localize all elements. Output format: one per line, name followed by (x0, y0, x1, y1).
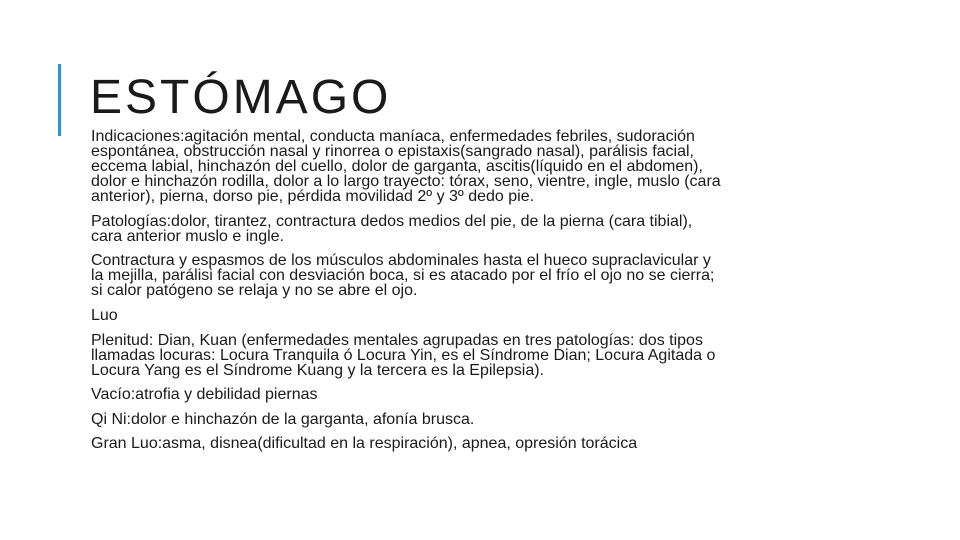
paragraph-plenitud: Plenitud: Dian, Kuan (enfermedades mentales agrupadas en tres patologías: dos tipos llamadas locuras: Locura Tranquila ó Locura Yin, es el Síndrome Dian; Locura Agitada o Locura Yang es el Síndrome Kuang y la tercera es la Epilepsia). (91, 332, 716, 379)
paragraph-luo: Luo (91, 307, 118, 324)
paragraph-qi-ni: Qi Ni:dolor e hinchazón de la garganta, afonía brusca. (91, 411, 475, 428)
paragraph-patologias: Patologías:dolor, tirantez, contractura dedos medios del pie, de la pierna (cara tibial), cara anterior muslo e ingle. (91, 213, 693, 245)
paragraph-vacio: Vacío:atrofia y debilidad piernas (91, 386, 318, 403)
slide-title: ESTÓMAGO (90, 71, 392, 124)
paragraph-gran-luo: Gran Luo:asma, disnea(dificultad en la respiración), apnea, opresión torácica (91, 435, 638, 452)
slide-body (91, 129, 851, 451)
paragraph-contractura: Contractura y espasmos de los músculos abdominales hasta el hueco supraclavicular y la mejilla, parálisi facial con desviación boca, si es atacado por el frío el ojo no se cierra; si calor patógeno se relaja y no se abre el ojo. (91, 252, 715, 299)
paragraph-indicaciones: Indicaciones:agitación mental, conducta maníaca, enfermedades febriles, sudoración espontánea, obstrucción nasal y rinorrea o epistaxis(sangrado nasal), parálisis facial, eccema labial, hinchazón del cuello, dolor de garganta, ascitis(líquido en el abdomen), dolor e hinchazón rodilla, dolor a lo largo trayecto: tórax, seno, vientre, ingle, muslo (cara anterior), pierna, dorso pie, pérdida movilidad 2º y 3º dedo pie. (91, 128, 721, 205)
title-accent-bar (58, 64, 61, 136)
